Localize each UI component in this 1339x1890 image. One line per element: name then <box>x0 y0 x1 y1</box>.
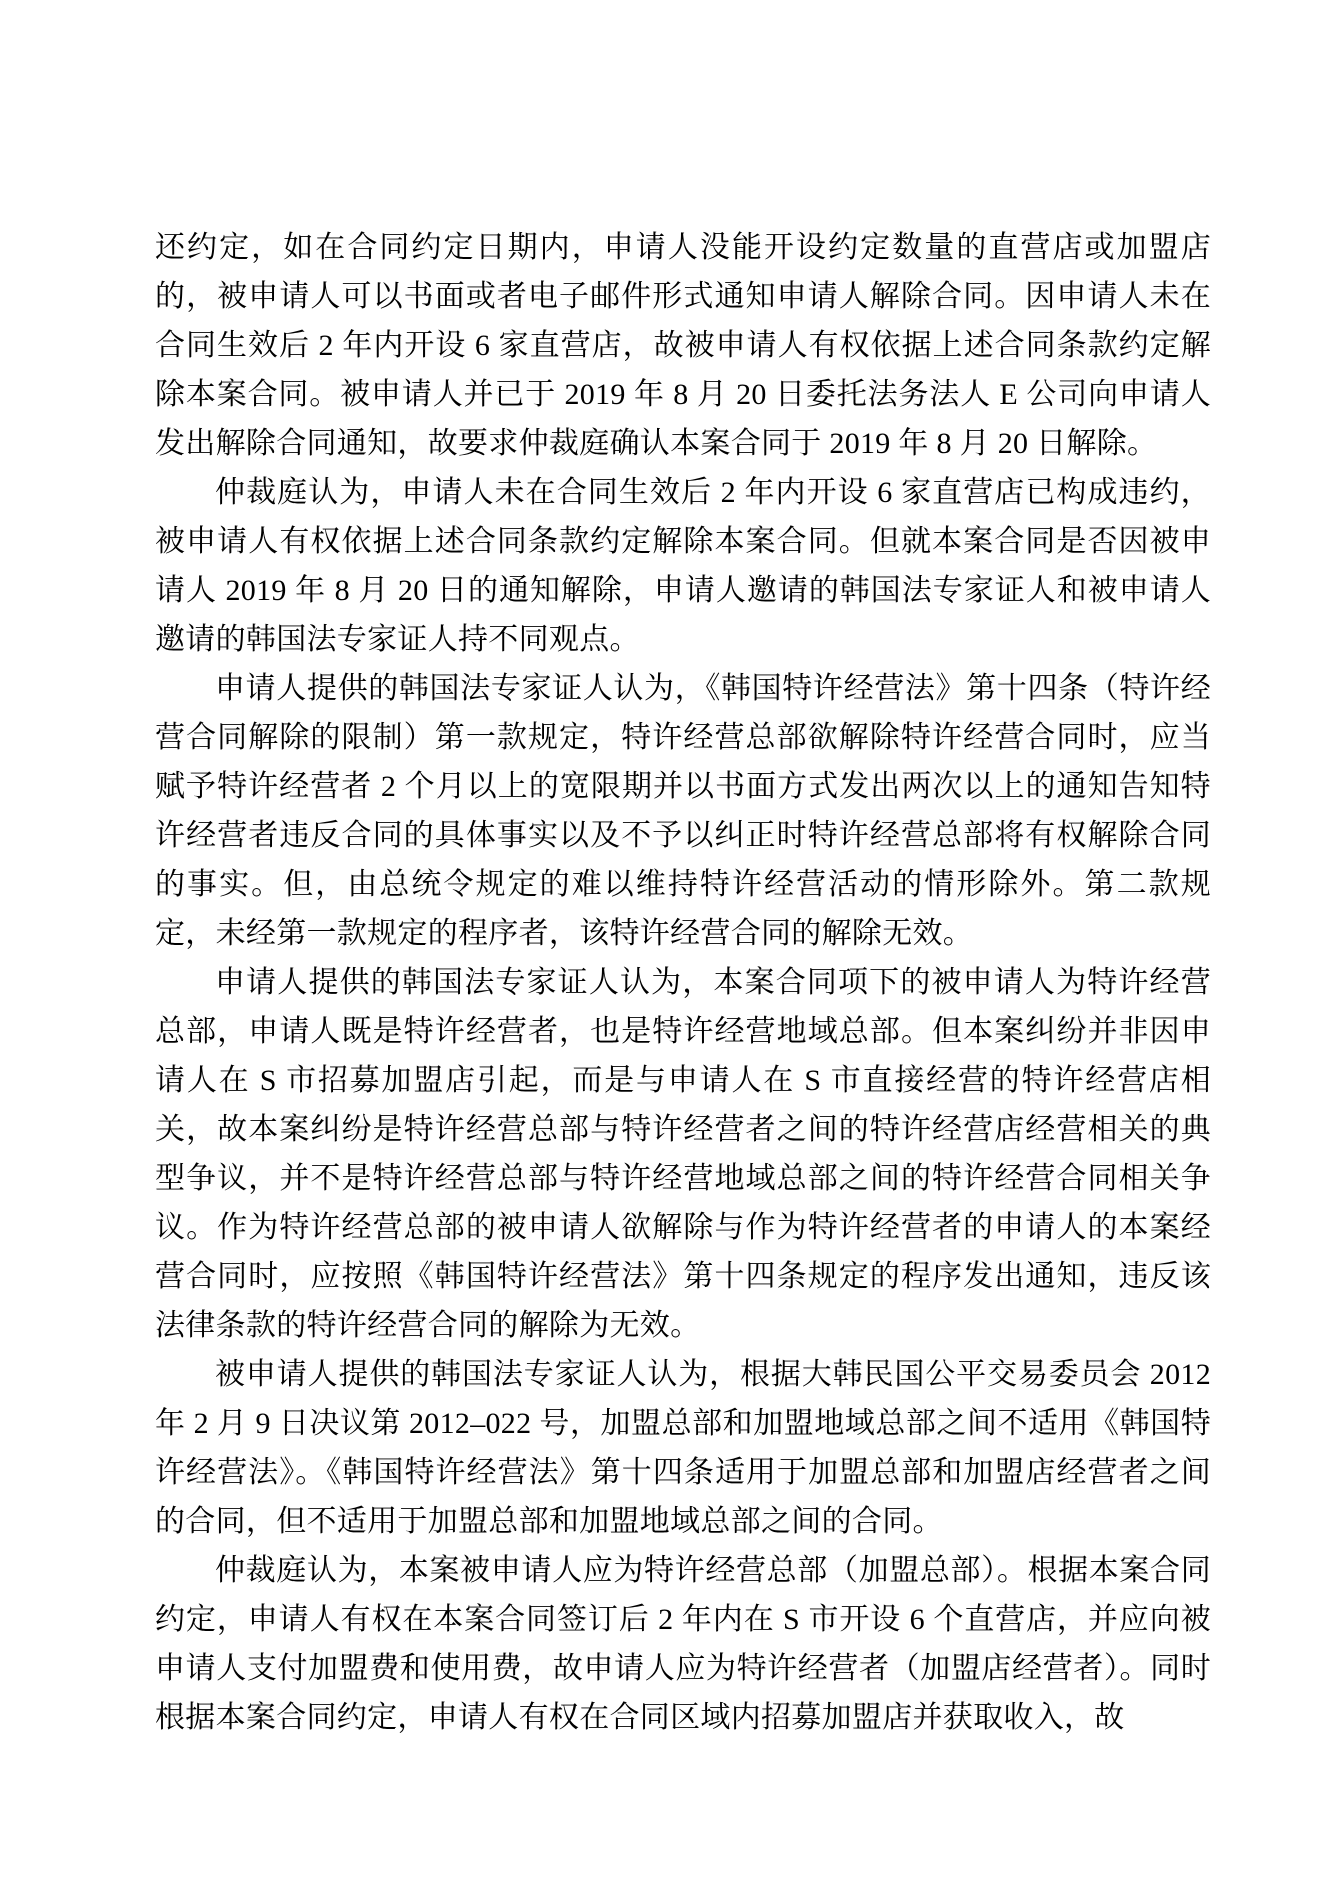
paragraph-continuation: 还约定，如在合同约定日期内，申请人没能开设约定数量的直营店或加盟店的，被申请人可以书面或者电子邮件形式通知申请人解除合同。因申请人未在合同生效后 2 年内开设 6 家直营店，故被申请人有权依据上述合同条款约定解除本案合同。被申请人并已于 2019 年 8 月 20 日委托法务法人 E 公司向申请人发出解除合同通知，故要求仲裁庭确认本案合同于 2019 年 8 月 20 日解除。 <box>155 231 1211 460</box>
paragraph-tribunal-opinion-1: 仲裁庭认为，申请人未在合同生效后 2 年内开设 6 家直营店已构成违约，被申请人有权依据上述合同条款约定解除本案合同。但就本案合同是否因被申请人 2019 年 8 月 20 日的通知解除，申请人邀请的韩国法专家证人和被申请人邀请的韩国法专家证人持不同观点。 <box>155 476 1211 656</box>
paragraph-tribunal-opinion-2: 仲裁庭认为，本案被申请人应为特许经营总部（加盟总部）。根据本案合同约定，申请人有权在本案合同签订后 2 年内在 S 市开设 6 个直营店，并应向被申请人支付加盟费和使用费，故申请人应为特许经营者（加盟店经营者）。同时根据本案合同约定，申请人有权在合同区域内招募加盟店并获取收入，故 <box>155 1554 1211 1734</box>
paragraph-respondent-expert: 被申请人提供的韩国法专家证人认为，根据大韩民国公平交易委员会 2012 年 2 月 9 日决议第 2012–022 号，加盟总部和加盟地域总部之间不适用《韩国特许经营法》。《韩国特许经营法》第十四条适用于加盟总部和加盟店经营者之间的合同，但不适用于加盟总部和加盟地域总部之间的合同。 <box>155 1358 1211 1538</box>
body-text <box>155 223 1211 1742</box>
paragraph-claimant-expert-2: 申请人提供的韩国法专家证人认为，本案合同项下的被申请人为特许经营总部，申请人既是特许经营者，也是特许经营地域总部。但本案纠纷并非因申请人在 S 市招募加盟店引起，而是与申请人在 S 市直接经营的特许经营店相关，故本案纠纷是特许经营总部与特许经营者之间的特许经营店经营相关的典型争议，并不是特许经营总部与特许经营地域总部之间的特许经营合同相关争议。作为特许经营总部的被申请人欲解除与作为特许经营者的申请人的本案经营合同时，应按照《韩国特许经营法》第十四条规定的程序发出通知，违反该法律条款的特许经营合同的解除为无效。 <box>155 966 1211 1342</box>
paragraph-claimant-expert-1: 申请人提供的韩国法专家证人认为，《韩国特许经营法》第十四条（特许经营合同解除的限制）第一款规定，特许经营总部欲解除特许经营合同时，应当赋予特许经营者 2 个月以上的宽限期并以书面方式发出两次以上的通知告知特许经营者违反合同的具体事实以及不予以纠正时特许经营总部将有权解除合同的事实。但，由总统令规定的难以维持特许经营活动的情形除外。第二款规定，未经第一款规定的程序者，该特许经营合同的解除无效。 <box>155 672 1211 950</box>
